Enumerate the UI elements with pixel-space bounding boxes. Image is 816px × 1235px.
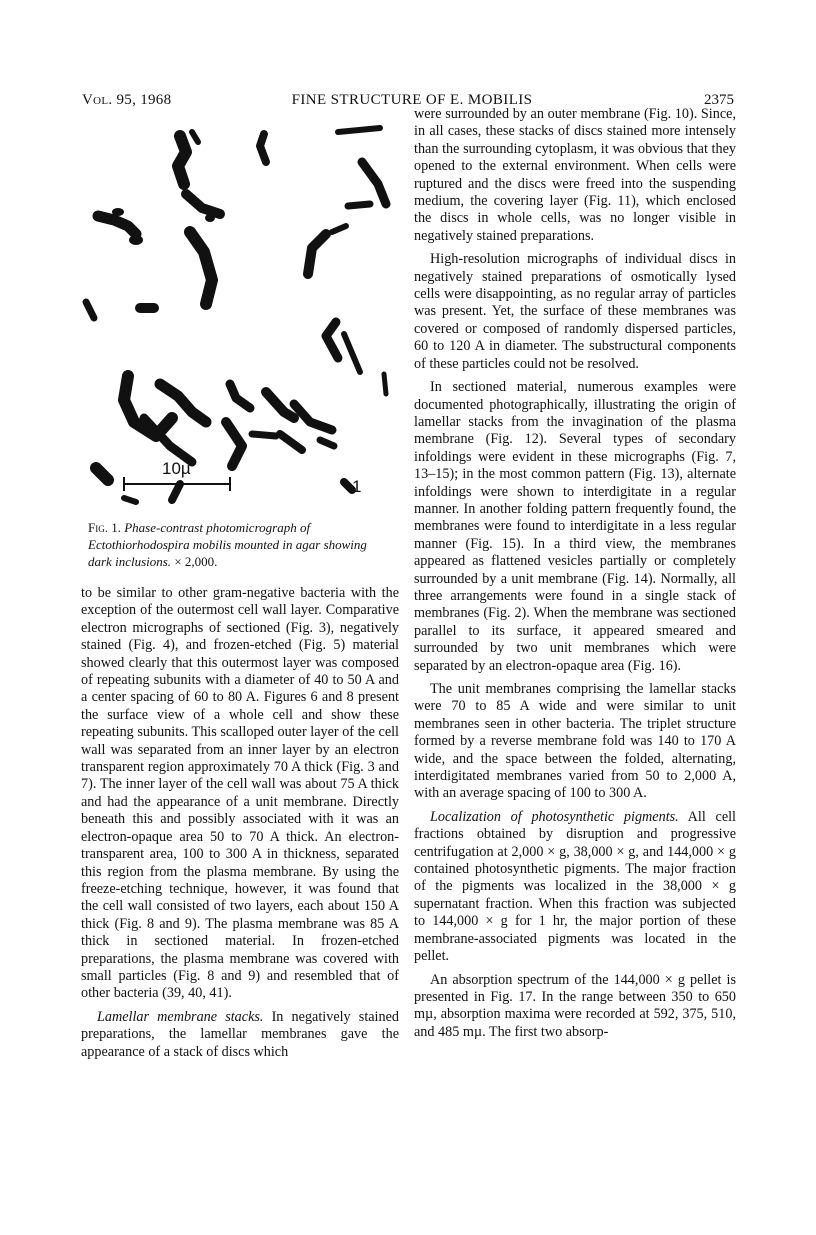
paragraph: High-resolution micrographs of individual discs in negatively stained preparations of osmotically lysed cells were disappointing, as no regular array of particles was present. Yet, the surface of these membranes was covered or composed of randomly dispersed particles, 60 to 120 A in diameter. The substructural components of these particles could not be resolved. [414, 251, 736, 372]
caption-label: Fig. 1. [88, 520, 121, 535]
caption-magnification: × 2,000. [174, 554, 218, 569]
right-text-column [414, 106, 736, 1047]
section-heading: Localization of photosynthetic pigments. [430, 808, 679, 825]
page-number: 2375 [704, 92, 734, 108]
left-text-column [81, 585, 399, 1067]
running-title: FINE STRUCTURE OF E. MOBILIS [291, 92, 533, 108]
phase-contrast-photomicrograph [80, 122, 398, 512]
paragraph-text: In negatively stained preparations, the lamellar membranes gave the appearance of a stack of discs which [81, 1008, 399, 1060]
paragraph: An absorption spectrum of the 144,000 × g pellet is presented in Fig. 17. In the range between 350 to 650 mµ, absorption maxima were recorded at 592, 375, 510, and 485 mµ. The first two absorp- [414, 971, 736, 1040]
paragraph: In sectioned material, numerous examples were documented photographically, illustrating the origin of lamellar stacks from the invagination of the plasma membrane (Fig. 12). Several types of secondary infoldings were evident in these micrographs (Fig. 7, 13–15); in the most common pattern (Fig. 13), alternate infoldings were shown to interdigitate in a regular manner. In another folding pattern frequently found, the membranes were found to interdigitate in a less regular manner (Fig. 15). In a third view, the membranes appeared as flattened vesicles partially or completely surrounded by a unit membrane (Fig. 14). Normally, all three arrangements were found in a single stack of membranes (Fig. 2). When the membrane was sectioned parallel to its surface, it appeared smeared and surrounded by two unit membranes which were separated by an electron-opaque area (Fig. 16). [414, 379, 736, 674]
paragraph: were surrounded by an outer membrane (Fig. 10). Since, in all cases, these stacks of discs stained more intensely than the surrounding cytoplasm, it was obvious that they opened to the external environment. When cells were ruptured and the discs were freed into the suspending medium, the covering layer (Fig. 11), which enclosed the discs in whole cells, was no longer visible in negatively stained preparations. [414, 106, 736, 244]
scale-bar-label: 10µ [162, 459, 191, 478]
figure-panel-number: 1 [352, 477, 362, 496]
journal-volume: Vol. 95, 1968 [82, 92, 172, 108]
paragraph [81, 1009, 399, 1061]
section-heading: Lamellar membrane stacks. [97, 1008, 264, 1025]
figure-1-micrograph [80, 122, 398, 512]
paragraph: The unit membranes comprising the lamellar stacks were 70 to 85 A wide and were similar to unit membranes seen in other bacteria. The triplet structure formed by a reverse membrane fold was 140 to 170 A wide, and the space between the folded, alternating, interdigitated membranes varied from 50 to 2,000 A, with an average spacing of 100 to 300 A. [414, 681, 736, 802]
figure-caption [88, 519, 393, 570]
paragraph-text: All cell fractions obtained by disruption and progressive centrifugation at 2,000 × g, 38,000 × g, and 144,000 × g contained photosynthetic pigments. The major fraction of the pigments was localized in the 38,000 × g supernatant fraction. When this fraction was subjected to 144,000 × g for 1 hr, the major portion of these membrane-associated pigments was located in the pellet. [414, 808, 736, 965]
paragraph: to be similar to other gram-negative bacteria with the exception of the outermost cell wall layer. Comparative electron micrographs of sectioned (Fig. 3), negatively stained (Fig. 4), and frozen-etched (Fig. 5) material showed clearly that this outermost layer was composed of repeating subunits with a diameter of 40 to 50 A and a center spacing of 60 to 80 A. Figures 6 and 8 present the surface view of a whole cell and show these repeating subunits. This scalloped outer layer of the cell wall was separated from an inner layer by an electron transparent region approximately 70 A thick (Fig. 3 and 7). The inner layer of the cell wall was about 75 A thick and had the appearance of a unit membrane. Directly beneath this and possibly associated with it was an electron-opaque area 50 to 70 A thick. An electron-transparent area, 100 to 300 A in thickness, separated this region from the plasma membrane. By using the freeze-etching technique, however, it was found that the cell wall consisted of two layers, each about 150 A thick (Fig. 8 and 9). The plasma membrane was 85 A thick in sectioned material. In frozen-etched preparations, the plasma membrane was covered with small particles (Fig. 8 and 9) and resembled that of other bacteria (39, 40, 41). [81, 585, 399, 1002]
caption-text: Phase-contrast photomicrograph of Ectothiorhodospira mobilis mounted in agar showing dark inclusions. [88, 520, 367, 569]
paragraph [414, 809, 736, 966]
